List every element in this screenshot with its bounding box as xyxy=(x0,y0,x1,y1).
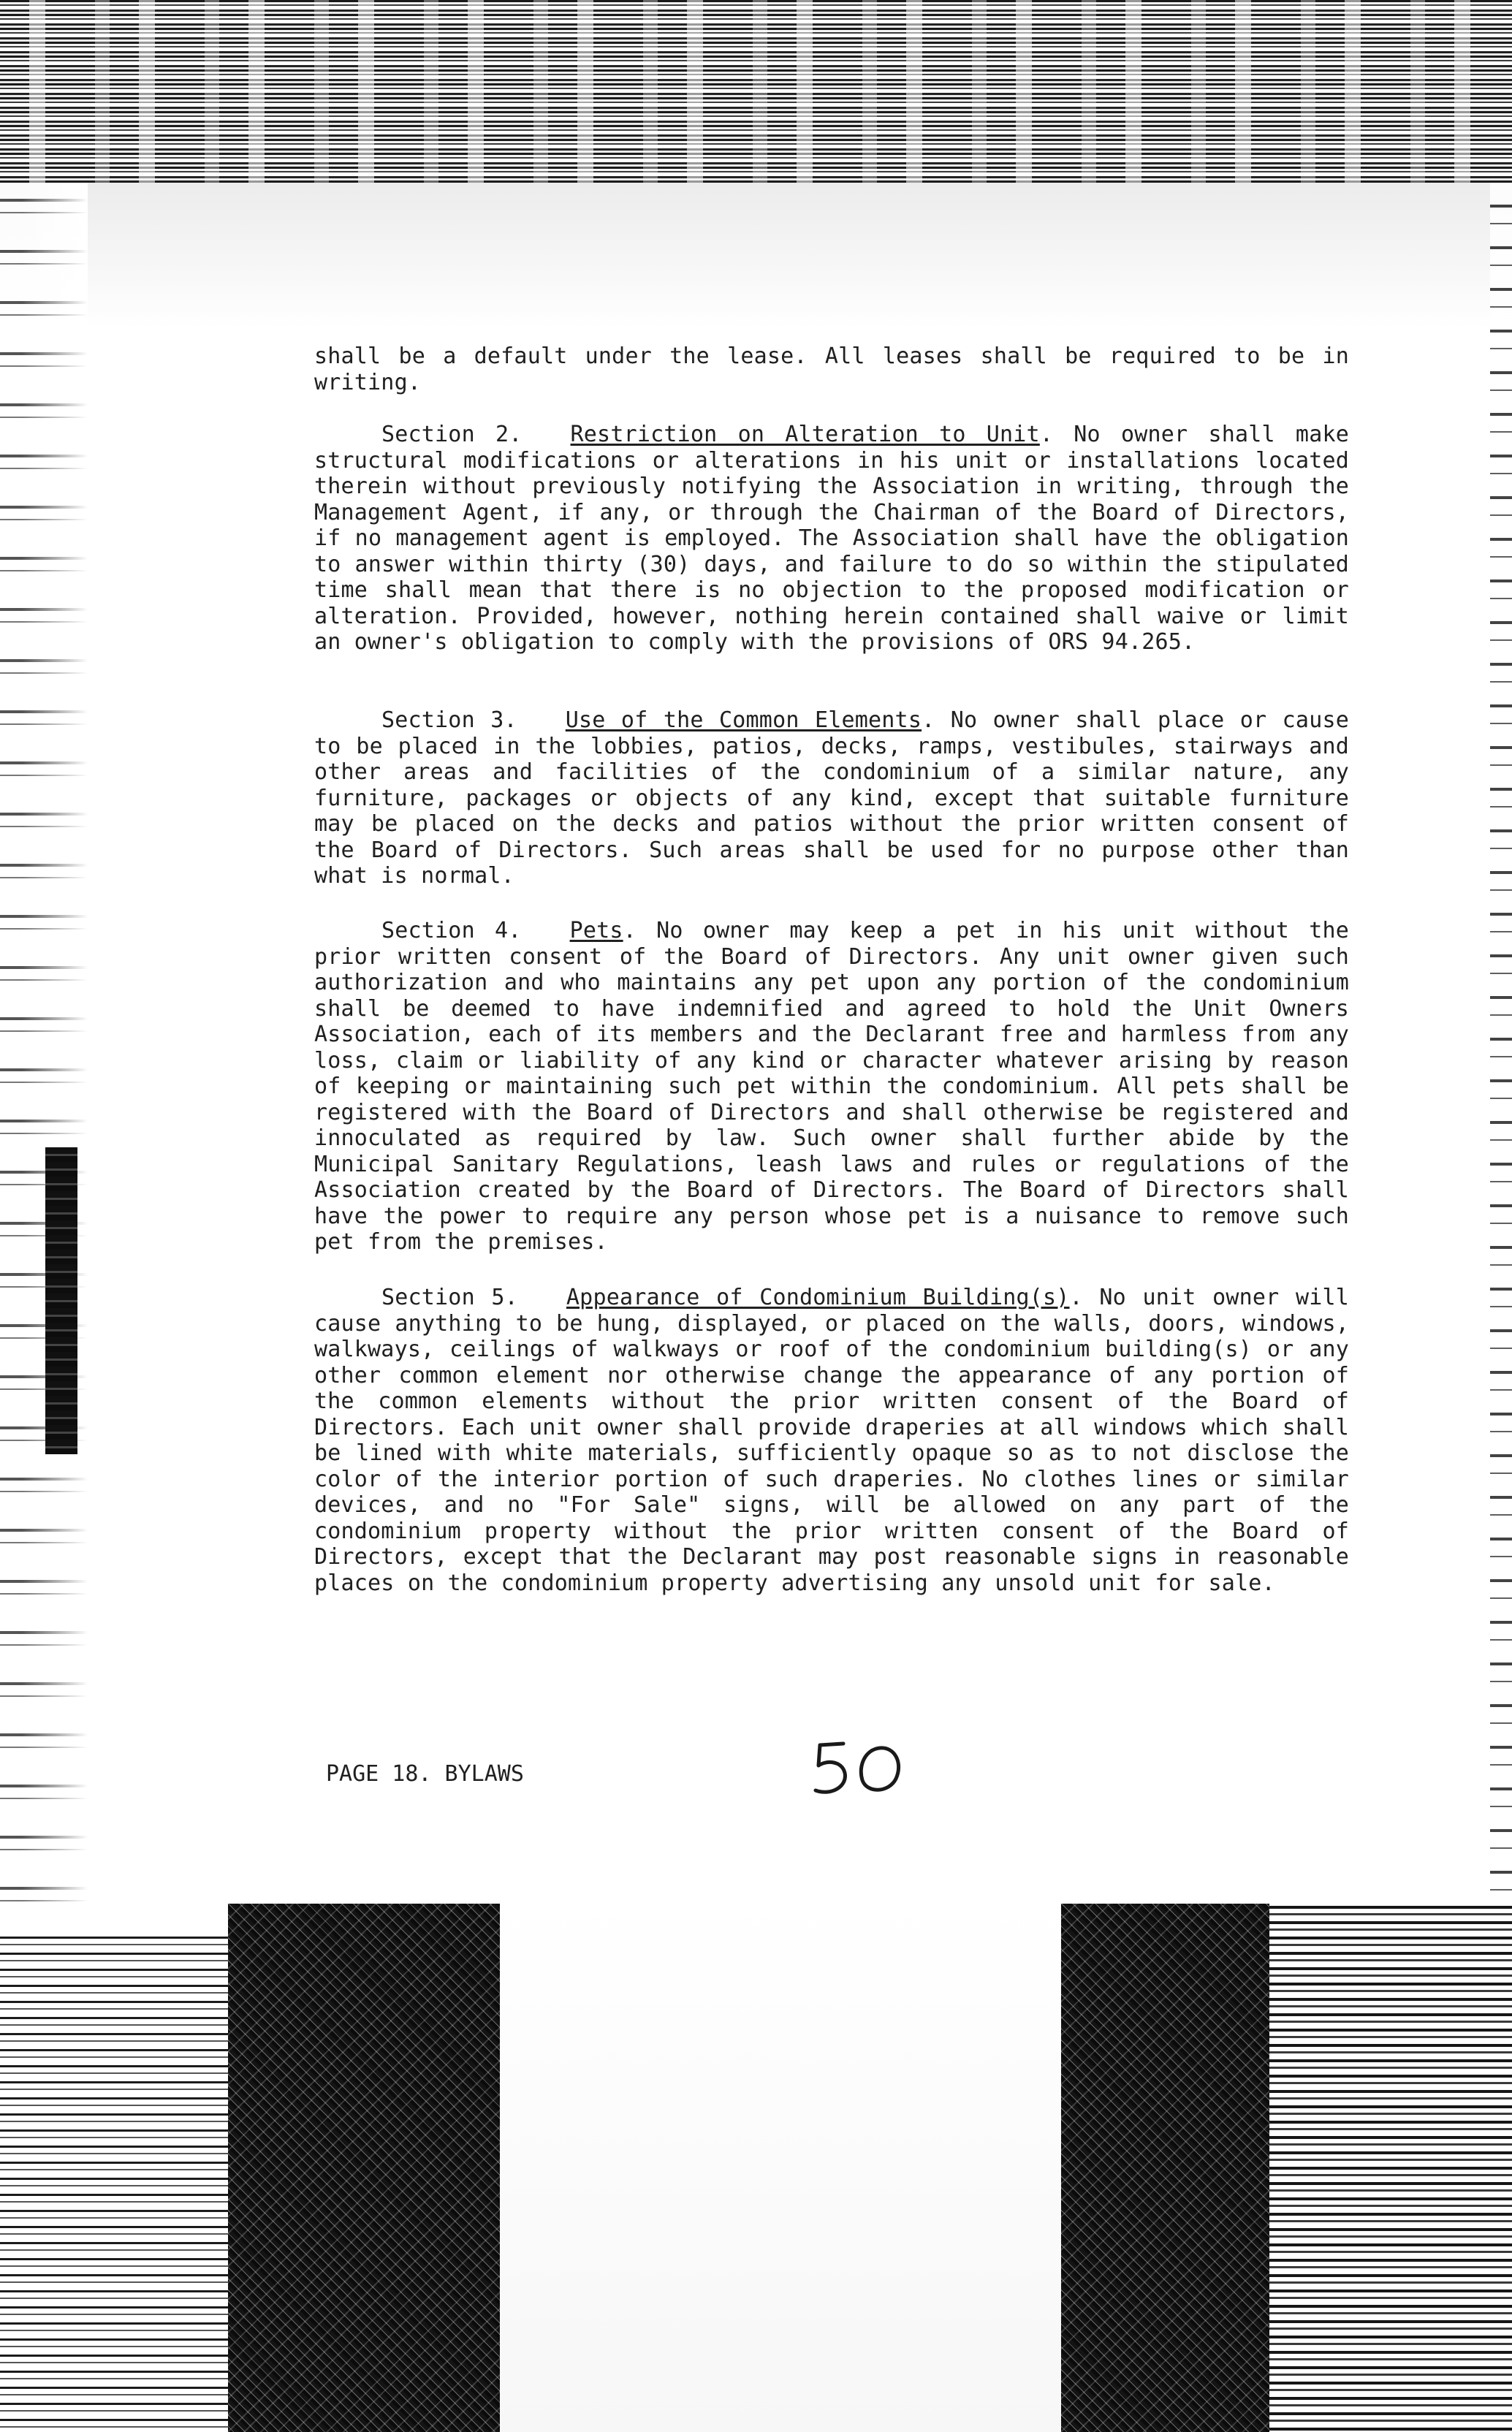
section-3-label: Section 3. xyxy=(381,707,517,733)
section-4-title: Pets xyxy=(569,918,623,943)
section-2-label: Section 2. xyxy=(381,422,523,447)
intro-text: shall be a default under the lease. All leases shall be required to be in writing. xyxy=(314,343,1349,395)
section-2-paragraph xyxy=(314,422,1349,656)
intro-paragraph xyxy=(314,343,1349,395)
section-4-paragraph xyxy=(314,918,1349,1255)
section-2-body: . No owner shall make structural modifications or alterations in his unit or installations located therein without previously notifying the Association in writing, through the Management Agent, if any, or through the Chairman of the Board of Directors, if no management agent is employed. The Association shall have the obligation to answer within thirty (30) days, and failure to do so within the stipulated time shall mean that there is no objection to the proposed modification or alteration. Provided, however, nothing herein contained shall waive or limit an owner's obligation to comply with the provisions of ORS 94.265. xyxy=(314,422,1349,655)
section-3-body: . No owner shall place or cause to be placed in the lobbies, patios, decks, ramps, vestibules, stairways and other areas and facilities of the condominium of a similar nature, any furniture, packages or objects of any kind, except that suitable furniture may be placed on the decks and patios without the prior written consent of the Board of Directors. Such areas shall be used for no purpose other than what is normal. xyxy=(314,707,1349,889)
section-5-body: . No unit owner will cause anything to be hung, displayed, or placed on the walls, doors, windows, walkways, ceilings of walkways or roof of the condominium building(s) or any other common element nor otherwise change the appearance of any portion of the common elements without the prior written consent of the Board of Directors. Each unit owner shall provide draperies at all windows which shall be lined with white materials, sufficiently opaque so as to not disclose the color of the interior portion of such draperies. No clothes lines or similar devices, and no "For Sale" signs, will be allowed on any part of the condominium property without the prior written consent of the Board of Directors, except that the Declarant may post reasonable signs in reasonable places on the condominium property advertising any unsold unit for sale. xyxy=(314,1285,1349,1596)
section-4-label: Section 4. xyxy=(381,918,522,943)
section-3-title: Use of the Common Elements xyxy=(565,707,922,733)
section-5-label: Section 5. xyxy=(381,1285,518,1310)
section-5-title: Appearance of Condominium Building(s) xyxy=(566,1285,1070,1310)
page-footer-label: PAGE 18. BYLAWS xyxy=(326,1761,524,1787)
handwritten-page-number xyxy=(810,1730,927,1804)
section-5-paragraph xyxy=(314,1285,1349,1596)
section-2-title: Restriction on Alteration to Unit xyxy=(570,422,1040,447)
section-4-body: . No owner may keep a pet in his unit without the prior written consent of the Board of Directors. Any unit owner given such authorization and who maintains any pet upon any portion of the condominium shall be deemed to have indemnified and agreed to hold the Unit Owners Association, each of its members and the Declarant free and harmless from any loss, claim or liability of any kind or character whatever arising by reason of keeping or maintaining such pet within the condominium. All pets shall be registered with the Board of Directors and shall otherwise be registered and innoculated as required by law. Such owner shall further abide by the Municipal Sanitary Regulations, leash laws and rules or regulations of the Association created by the Board of Directors. The Board of Directors shall have the power to require any person whose pet is a nuisance to remove such pet from the premises. xyxy=(314,918,1349,1255)
section-3-paragraph xyxy=(314,707,1349,889)
